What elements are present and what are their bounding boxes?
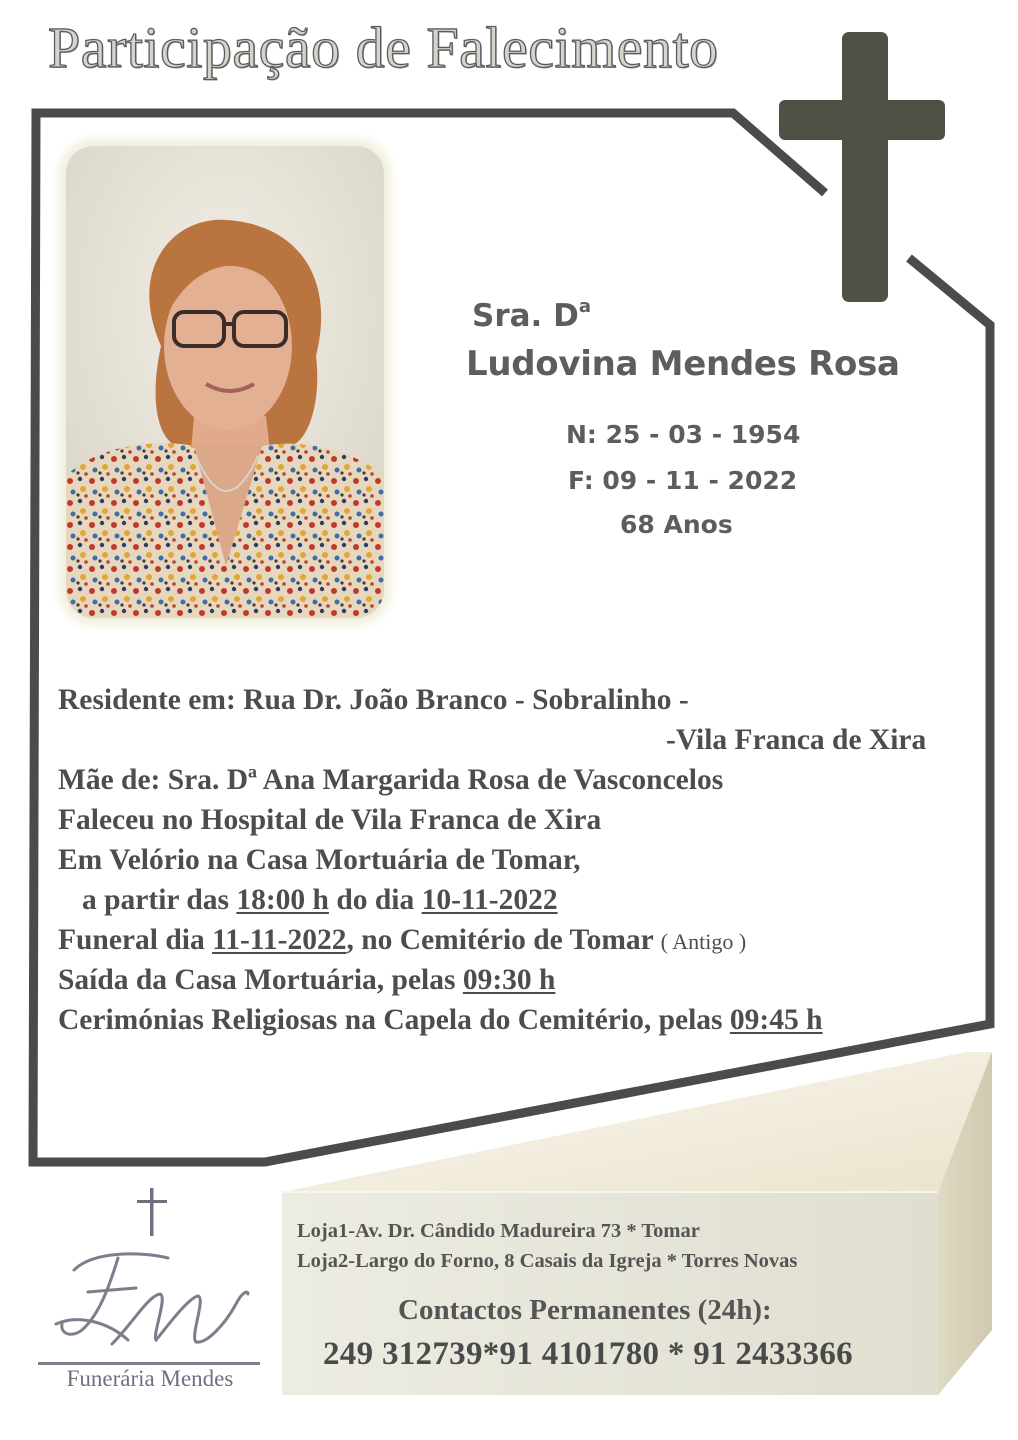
small-cross-icon: [134, 1186, 170, 1238]
deceased-name: Ludovina Mendes Rosa: [466, 344, 900, 384]
ceremony-time: 09:45 h: [729, 1004, 823, 1036]
residence-line-1: Residente em: Rua Dr. João Branco - Sobralinho -: [58, 684, 689, 716]
wake-date: 10-11-2022: [421, 884, 558, 916]
funeral-note: ( Antigo ): [660, 929, 747, 954]
contacts-title: Contactos Permanentes (24h):: [398, 1294, 772, 1326]
birth-date: N: 25 - 03 - 1954: [566, 420, 801, 449]
logo-rule: [38, 1362, 260, 1365]
phone-numbers: 249 312739*91 4101780 * 91 2433366: [323, 1336, 853, 1372]
funeral-date: 11-11-2022: [212, 924, 347, 956]
residence-line-2: -Vila Franca de Xira: [666, 724, 927, 756]
shop-1-address: Loja1-Av. Dr. Cândido Madureira 73 * Tomar: [297, 1220, 700, 1242]
page-title: Participação de Falecimento: [48, 15, 719, 80]
mother-line: Mãe de: Sra. Dª Ana Margarida Rosa de Vasconcelos: [58, 764, 724, 796]
funeral-home-monogram: [48, 1244, 258, 1358]
death-date: F: 09 - 11 - 2022: [568, 466, 798, 495]
honorific: Sra. $D^a$: [472, 296, 591, 334]
died-at-line: Faleceu no Hospital de Vila Franca de Xira: [58, 804, 602, 836]
funeral-home-name: Funerária Mendes: [66, 1366, 234, 1391]
portrait-photo: [66, 146, 384, 618]
wake-time: 18:00 h: [236, 884, 329, 916]
wake-time-line: a partir das 18:00 h do dia 10-11-2022: [82, 884, 558, 916]
age: 68 Anos: [620, 510, 733, 539]
wake-line: Em Velório na Casa Mortuária de Tomar,: [58, 844, 581, 876]
ceremony-line: Cerimónias Religiosas na Capela do Cemitério, pelas 09:45 h: [58, 1004, 823, 1036]
departure-time: 09:30 h: [462, 964, 556, 996]
shop-2-address: Loja2-Largo do Forno, 8 Casais da Igreja * Torres Novas: [297, 1250, 798, 1272]
departure-line: Saída da Casa Mortuária, pelas 09:30 h: [58, 964, 556, 996]
funeral-line: Funeral dia 11-11-2022, no Cemitério de Tomar ( Antigo ): [58, 924, 747, 956]
